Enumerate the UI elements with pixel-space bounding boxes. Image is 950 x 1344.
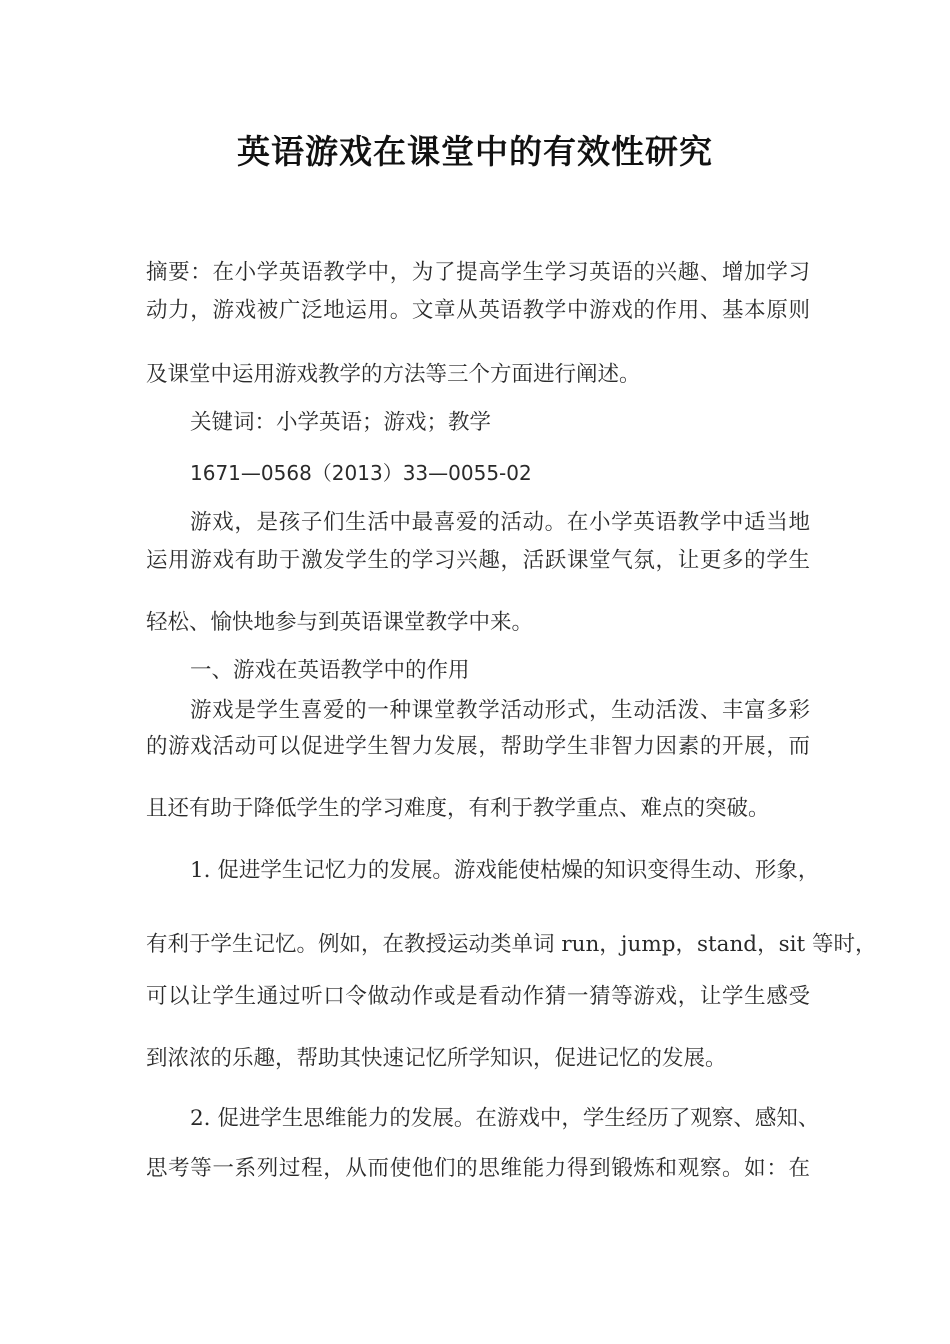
section1-line-3: 且还有助于降低学生的学习难度，有利于教学重点、难点的突破。 bbox=[146, 796, 770, 821]
section1-line-2: 的游戏活动可以促进学生智力发展，帮助学生非智力因素的开展，而 bbox=[146, 734, 810, 759]
intro-line-2: 运用游戏有助于激发学生的学习兴趣，活跃课堂气氛，让更多的学生 bbox=[146, 548, 810, 573]
point1-line-2: 有利于学生记忆。例如，在教授运动类单词 run，jump，stand，sit 等时， bbox=[146, 932, 877, 957]
intro-line-1: 游戏，是孩子们生活中最喜爱的活动。在小学英语教学中适当地 bbox=[190, 510, 810, 535]
abstract-line-1: 摘要：在小学英语教学中，为了提高学生学习英语的兴趣、增加学习 bbox=[146, 260, 810, 285]
point2-line-2: 思考等一系列过程，从而使他们的思维能力得到锻炼和观察。如：在 bbox=[146, 1156, 810, 1181]
article-number-line: 1671—0568（2013）33—0055-02 bbox=[190, 461, 532, 485]
abstract-line-3: 及课堂中运用游戏教学的方法等三个方面进行阐述。 bbox=[146, 362, 641, 387]
section-heading-1: 一、游戏在英语教学中的作用 bbox=[190, 658, 470, 683]
page-title: 英语游戏在课堂中的有效性研究 bbox=[237, 132, 713, 171]
point2-line-1: 2. 促进学生思维能力的发展。在游戏中，学生经历了观察、感知、 bbox=[190, 1106, 820, 1131]
point1-line-1: 1. 促进学生记忆力的发展。游戏能使枯燥的知识变得生动、形象， bbox=[190, 858, 820, 883]
intro-line-3: 轻松、愉快地参与到英语课堂教学中来。 bbox=[146, 610, 534, 635]
point1-line-3: 可以让学生通过听口令做动作或是看动作猜一猜等游戏，让学生感受 bbox=[146, 984, 810, 1009]
keywords-line: 关键词：小学英语；游戏；教学 bbox=[190, 410, 492, 435]
section1-line-1: 游戏是学生喜爱的一种课堂教学活动形式，生动活泼、丰富多彩 bbox=[190, 698, 810, 723]
abstract-line-2: 动力，游戏被广泛地运用。文章从英语教学中游戏的作用、基本原则 bbox=[146, 298, 810, 323]
point1-line-4: 到浓浓的乐趣，帮助其快速记忆所学知识，促进记忆的发展。 bbox=[146, 1046, 727, 1071]
